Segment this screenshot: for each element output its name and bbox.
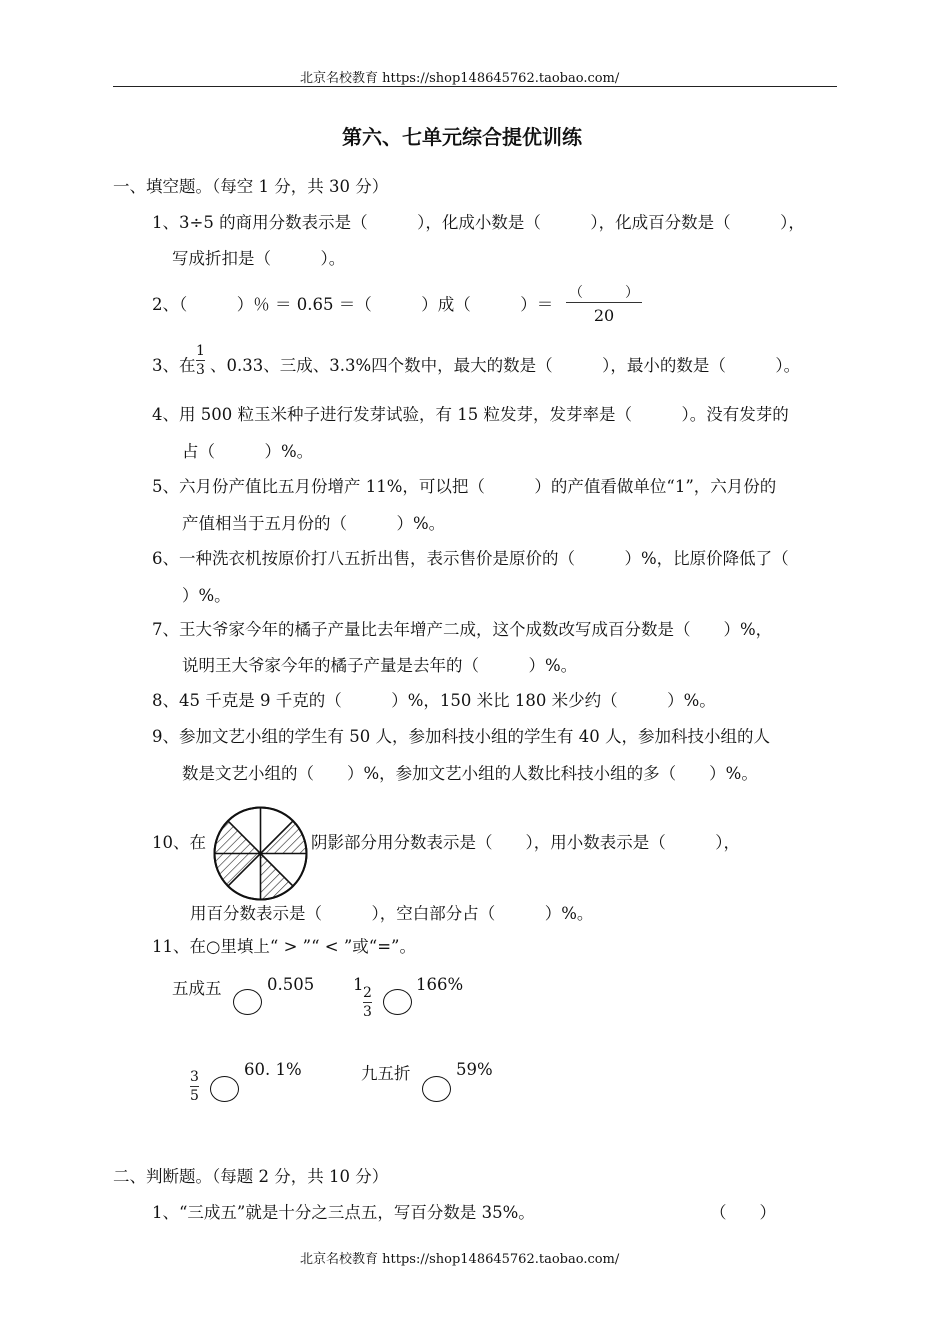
page-header: 北京名校教育 https://shop148645762.taobao.com/: [300, 71, 620, 86]
q3-prefix: 3、在: [152, 356, 196, 375]
q7-line1: 7、王大爷家今年的橘子产量比去年增产二成，这个成数改写成百分数是（ ）%，: [152, 620, 773, 639]
q10-text: 阴影部分用分数表示是（ ），用小数表示是（ ），: [311, 833, 740, 852]
q7-line2: 说明王大爷家今年的橘子产量是去年的（ ）%。: [182, 656, 578, 675]
q3-fraction-numerator: 1: [196, 343, 205, 359]
q1-line1: 1、3÷5 的商用分数表示是（ ），化成小数是（ ），化成百分数是（ ），: [152, 213, 805, 232]
q2-fraction-numerator: （ ）: [569, 285, 639, 301]
compare4-circle-blank[interactable]: [422, 1076, 451, 1102]
q9-line2: 数是文艺小组的（ ）%，参加文艺小组的人数比科技小组的多（ ）%。: [182, 764, 758, 783]
page-footer: 北京名校教育 https://shop148645762.taobao.com/: [300, 1252, 620, 1267]
q10-line2: 用百分数表示是（ ），空白部分占（ ）%。: [190, 904, 594, 923]
q2-fraction-bar: [566, 302, 642, 303]
compare3-fraction-bar: [190, 1086, 199, 1087]
q11-line: 11、在○里填上“ > ”“ < ”或“=”。: [152, 937, 416, 956]
q6-line2: ）%。: [182, 586, 231, 605]
compare2-fraction-bar: [363, 1002, 372, 1003]
q3-fraction-denominator: 3: [196, 362, 205, 378]
q3-text: 、0.33、三成、3.3%四个数中，最大的数是（ ），最小的数是（ ）。: [210, 356, 801, 375]
compare2-right: 166%: [416, 975, 464, 994]
judge-q1: 1、“三成五”就是十分之三点五，写百分数是 35%。: [152, 1203, 535, 1222]
compare4-left: 九五折: [361, 1064, 411, 1083]
compare2-whole: 1: [353, 975, 364, 994]
section2-heading: 二、判断题。（每题 2 分，共 10 分）: [113, 1167, 389, 1186]
compare2-fraction-numerator: 2: [363, 985, 372, 1001]
q10-prefix: 10、在: [152, 833, 206, 852]
compare3-right: 60. 1%: [244, 1060, 302, 1079]
q8-line: 8、45 千克是 9 千克的（ ）%，150 米比 180 米少约（ ）%。: [152, 691, 716, 710]
compare3-circle-blank[interactable]: [210, 1076, 239, 1102]
q5-line2: 产值相当于五月份的（ ）%。: [182, 514, 446, 533]
header-rule: [113, 86, 837, 87]
q3-fraction-bar: [196, 360, 205, 361]
compare2-fraction: [363, 985, 372, 1020]
compare3-fraction-denominator: 5: [190, 1088, 199, 1104]
q9-line1: 9、参加文艺小组的学生有 50 人，参加科技小组的学生有 40 人，参加科技小组的人: [152, 727, 770, 746]
q6-line1: 6、一种洗衣机按原价打八五折出售，表示售价是原价的（ ）%，比原价降低了（: [152, 549, 789, 568]
q5-line1: 5、六月份产值比五月份增产 11%，可以把（ ）的产值看做单位“1”，六月份的: [152, 477, 777, 496]
q2-line: 2、（ ）％ ＝ 0.65 ＝（ ）成（ ）＝: [152, 295, 554, 314]
compare1-circle-blank[interactable]: [233, 989, 262, 1015]
compare4-right: 59%: [456, 1060, 493, 1079]
q4-line2: 占（ ）%。: [182, 442, 314, 461]
compare3-fraction-numerator: 3: [190, 1069, 199, 1085]
page-title: 第六、七单元综合提优训练: [342, 125, 582, 149]
judge-q1-answer-paren[interactable]: （ ）: [710, 1203, 776, 1222]
compare2-circle-blank[interactable]: [383, 989, 412, 1015]
compare1-left: 五成五: [172, 979, 222, 998]
compare1-right: 0.505: [267, 975, 315, 994]
compare2-fraction-denominator: 3: [363, 1004, 372, 1020]
q4-line1: 4、用 500 粒玉米种子进行发芽试验，有 15 粒发芽，发芽率是（ ）。没有发芽的: [152, 405, 789, 424]
compare3-fraction: [190, 1069, 199, 1104]
q2-fraction-denominator: 20: [593, 306, 615, 325]
q1-line2: 写成折扣是（ ）。: [172, 249, 346, 268]
section1-heading: 一、填空题。（每空 1 分，共 30 分）: [113, 177, 389, 196]
q3-fraction: [196, 343, 205, 378]
shaded-circle-figure: [212, 805, 309, 902]
